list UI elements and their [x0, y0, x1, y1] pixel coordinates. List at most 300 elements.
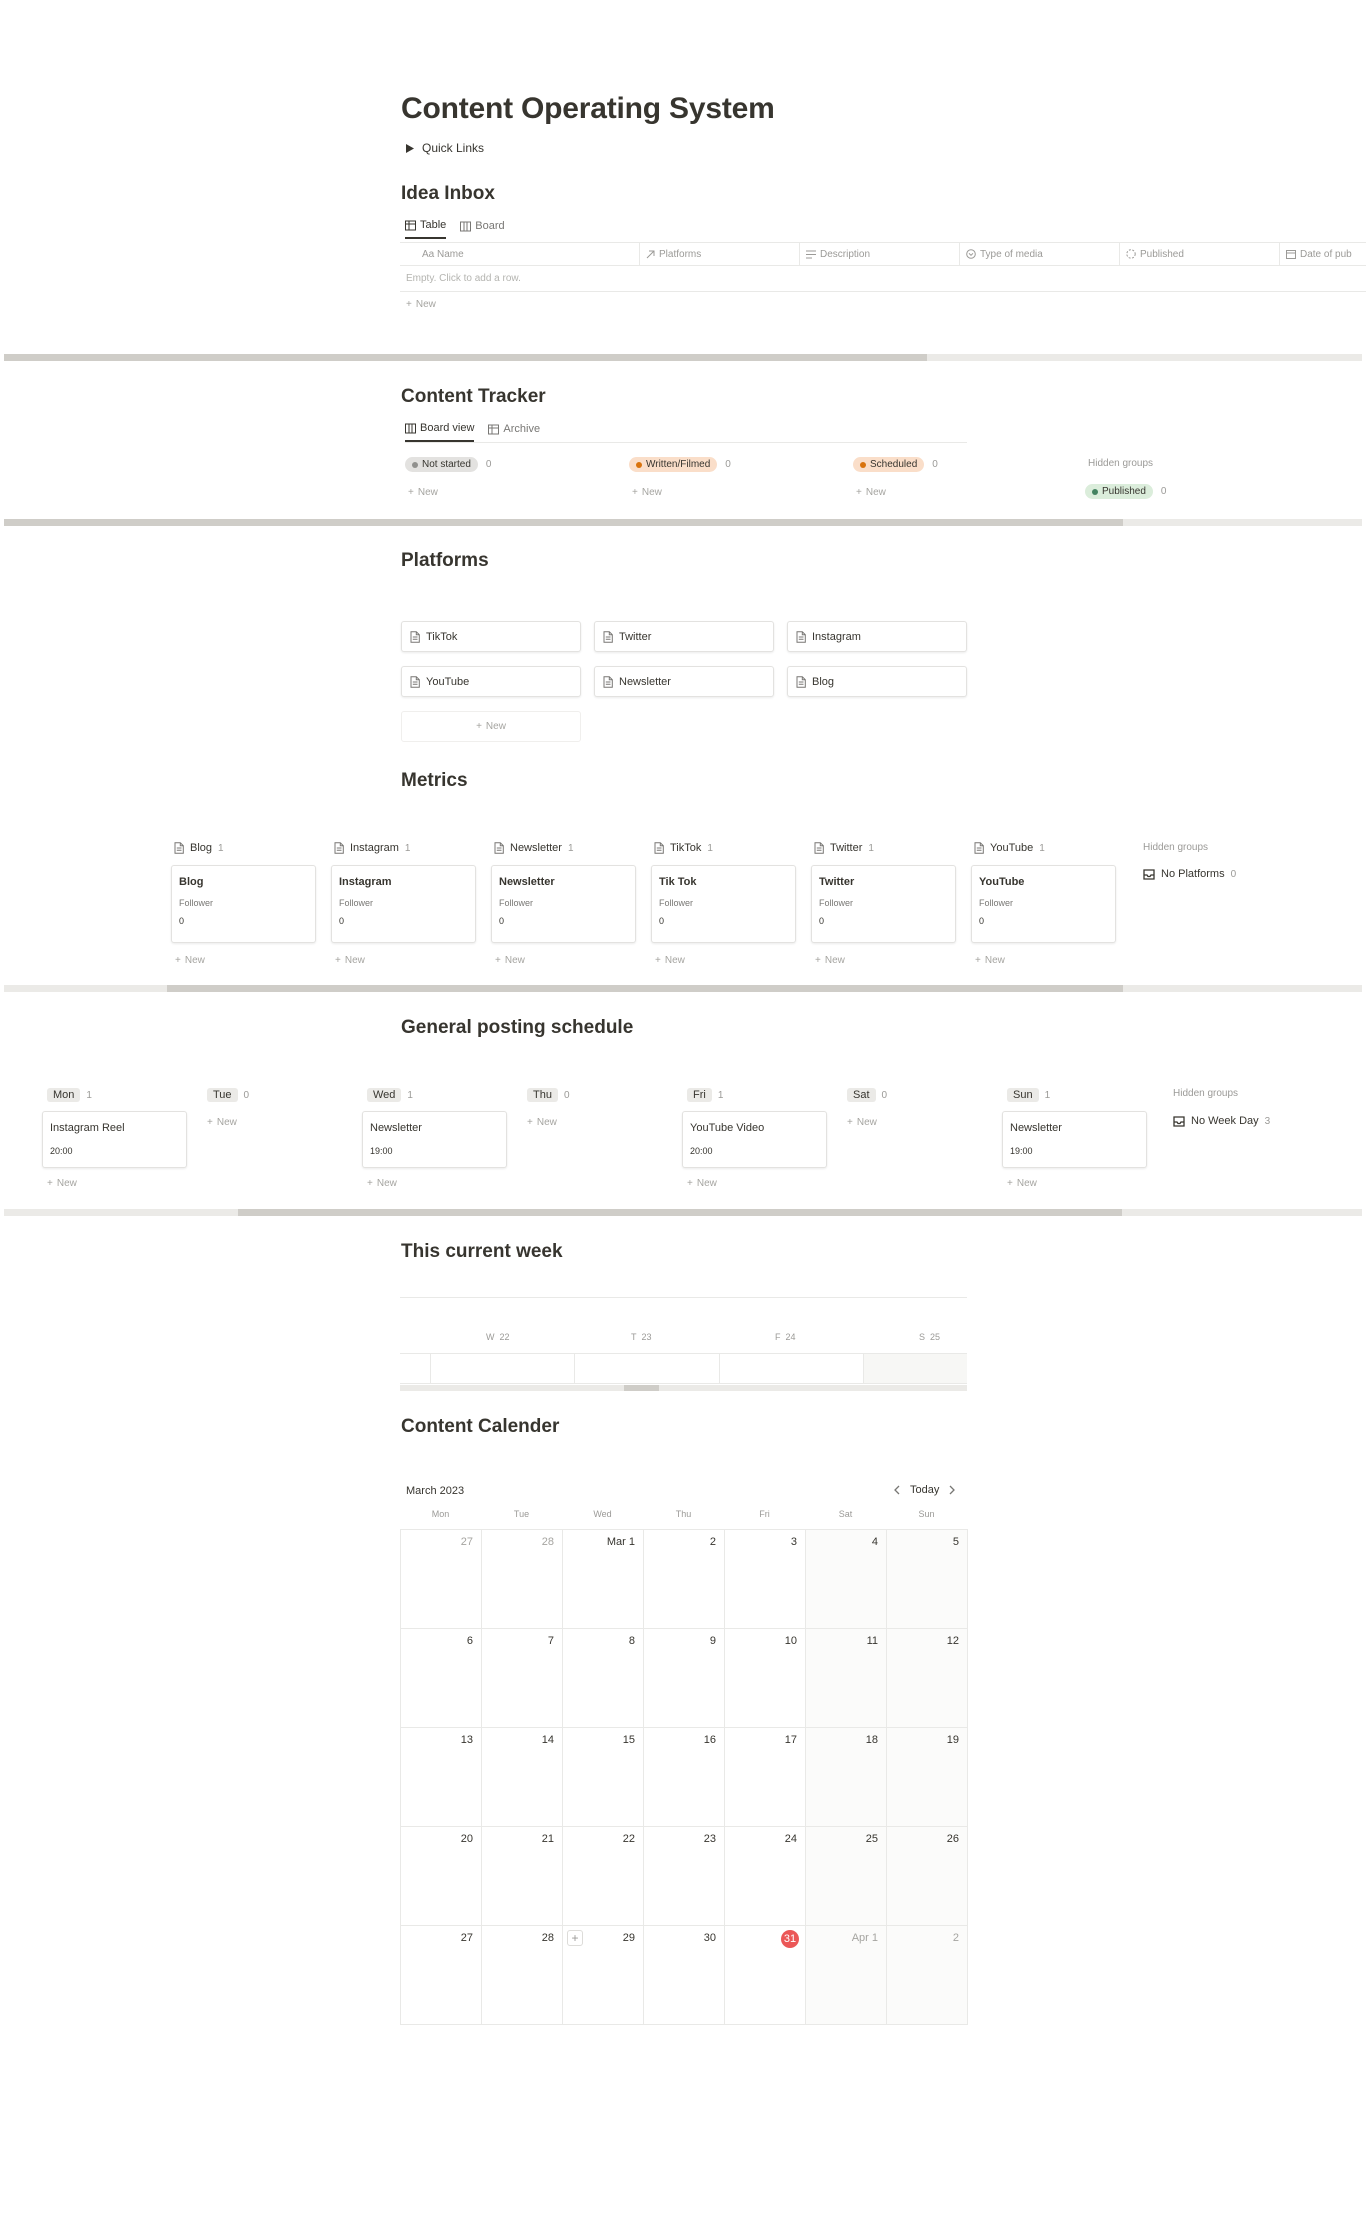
calendar-day-cell[interactable] [887, 1728, 968, 1827]
day-letter: T [631, 1332, 637, 1342]
card-time: 19:00 [370, 1146, 393, 1156]
platform-card-title: TikTok [426, 630, 458, 643]
group-label: Newsletter [510, 842, 562, 854]
platform-card[interactable] [787, 666, 967, 697]
group-count: 1 [407, 1089, 413, 1101]
day-number: 15 [622, 1734, 635, 1746]
plus-icon: + [687, 1178, 693, 1189]
timeline-column [720, 1354, 864, 1383]
metrics-group-header[interactable] [334, 842, 410, 854]
metrics-card[interactable] [491, 865, 636, 943]
day-number: 25 [930, 1332, 941, 1342]
calendar-day-cell[interactable] [563, 1530, 644, 1629]
status-pill [629, 457, 717, 472]
tracker-group-header[interactable] [405, 457, 491, 472]
today-date: 31 [781, 1930, 799, 1948]
schedule-day-header[interactable] [847, 1088, 887, 1102]
timeline-column [575, 1354, 720, 1383]
card-time: 20:00 [690, 1146, 713, 1156]
calendar-month: March 2023 [406, 1485, 465, 1497]
plus-icon: + [815, 955, 821, 966]
new-card-label: New [216, 1117, 237, 1128]
status-dot [1092, 489, 1098, 495]
calendar-weekday-header [400, 1509, 967, 1519]
weekday-label: Sun [918, 1509, 935, 1519]
status-pill-label: Not started [422, 459, 471, 470]
timeline-scrollbar[interactable] [400, 1385, 967, 1391]
column-name[interactable] [400, 243, 640, 265]
scrollbar-thumb[interactable] [238, 1209, 1122, 1216]
scrollbar-thumb[interactable] [624, 1385, 659, 1391]
table-icon [488, 423, 499, 435]
column-description-label: Description [820, 248, 871, 260]
group-count: 0 [243, 1089, 250, 1101]
timeline-column [400, 1354, 431, 1383]
day-number: 27 [460, 1932, 473, 1944]
card-title: YouTube Video [690, 1122, 765, 1134]
platform-card-title: YouTube [426, 675, 470, 688]
calendar-day-cell[interactable] [725, 1728, 806, 1827]
status-pill [405, 457, 478, 472]
calendar-day-cell[interactable] [644, 1728, 725, 1827]
day-number: 19 [946, 1734, 959, 1746]
day-number: 9 [709, 1635, 716, 1647]
calendar-day-cell[interactable] [401, 1728, 482, 1827]
status-pill [853, 457, 924, 472]
day-number: 24 [784, 1833, 797, 1845]
card-title: Newsletter [499, 876, 555, 888]
calendar-day-cell[interactable] [482, 1926, 563, 2025]
column-type-label: Type of media [980, 248, 1043, 260]
card-time: 20:00 [50, 1146, 73, 1156]
plus-icon: + [495, 955, 501, 966]
tab-board-view[interactable] [405, 422, 474, 442]
group-count: 1 [567, 842, 574, 854]
calendar-day-cell[interactable] [806, 1629, 887, 1728]
day-number: 22 [499, 1332, 510, 1342]
new-card-button[interactable] [687, 1178, 717, 1189]
new-card-button[interactable] [856, 487, 886, 498]
page-icon [174, 842, 184, 854]
group-label: Blog [190, 842, 213, 854]
status-pill-label: Scheduled [870, 459, 918, 470]
platform-card[interactable] [401, 621, 581, 652]
day-number: 29 [622, 1932, 635, 1944]
new-card-label: New [344, 955, 365, 966]
tracker-group-header[interactable] [853, 457, 938, 472]
calendar-day-cell[interactable] [887, 1629, 968, 1728]
new-card-button[interactable] [367, 1178, 397, 1189]
metrics-card[interactable] [811, 865, 956, 943]
platform-card-title: Twitter [619, 630, 652, 643]
hidden-group-no-week-day[interactable] [1173, 1115, 1270, 1127]
card-field-label: Follower [819, 898, 854, 908]
card-field-label: Follower [179, 898, 214, 908]
calendar-day-cell[interactable] [725, 1530, 806, 1629]
new-card-button[interactable] [335, 955, 365, 966]
group-count: 3 [1264, 1115, 1271, 1127]
schedule-day-header[interactable] [47, 1088, 92, 1102]
calendar-day-cell[interactable] [482, 1728, 563, 1827]
plus-icon: + [476, 721, 482, 732]
calendar-day-cell[interactable] [725, 1827, 806, 1926]
calendar-day-cell[interactable] [482, 1827, 563, 1926]
day-letter: S [919, 1332, 926, 1342]
new-card-label: New [376, 1178, 397, 1189]
day-tag: Sat [847, 1088, 876, 1102]
column-platforms[interactable] [640, 243, 800, 265]
scrollbar-thumb[interactable] [4, 354, 927, 361]
day-number: 11 [866, 1635, 878, 1647]
card-title: Twitter [819, 876, 855, 888]
new-platform-button[interactable] [401, 711, 581, 742]
column-description[interactable] [800, 243, 960, 265]
scrollbar-thumb[interactable] [4, 519, 1123, 526]
column-date-of-pub[interactable] [1280, 243, 1366, 265]
day-number: 2 [952, 1932, 959, 1944]
page-icon [603, 631, 613, 643]
group-label: YouTube [990, 842, 1034, 854]
calendar-day-cell[interactable] [806, 1926, 887, 2025]
week-timeline-row[interactable] [400, 1353, 967, 1384]
day-number: 13 [460, 1734, 473, 1746]
table-header [400, 242, 1366, 266]
calendar-day-cell[interactable] [644, 1827, 725, 1926]
day-tag: Wed [367, 1088, 401, 1102]
plus-icon: + [527, 1117, 533, 1128]
horizontal-scrollbar[interactable] [4, 1209, 1362, 1216]
new-card-button[interactable] [975, 955, 1005, 966]
quick-links-toggle[interactable] [406, 141, 484, 155]
metrics-card[interactable] [171, 865, 316, 943]
plus-icon: + [408, 487, 414, 498]
metrics-group-header[interactable] [654, 842, 713, 854]
day-tag: Fri [687, 1088, 712, 1102]
status-spinner-icon [1126, 249, 1136, 259]
empty-row[interactable]: Empty. Click to add a row. [400, 266, 1366, 292]
day-number: 25 [865, 1833, 878, 1845]
platforms-title[interactable]: Platforms [401, 550, 489, 571]
weekday-label: Sat [838, 1509, 853, 1519]
group-count: 0 [881, 1089, 888, 1101]
calendar-nav [893, 1484, 956, 1496]
weekday-label: Thu [675, 1509, 692, 1519]
group-label: Instagram [350, 842, 399, 854]
schedule-day-header[interactable] [367, 1088, 413, 1102]
plus-icon: + [406, 298, 412, 310]
new-card-label: New [56, 1178, 77, 1189]
card-title: Newsletter [370, 1122, 422, 1134]
card-field-value: 0 [179, 916, 185, 926]
new-card-label: New [856, 1117, 877, 1128]
page-icon [334, 842, 344, 854]
schedule-title[interactable]: General posting schedule [401, 1017, 634, 1038]
calendar-day-cell[interactable] [401, 1827, 482, 1926]
new-card-label: New [984, 955, 1005, 966]
status-dot [636, 462, 642, 468]
calendar-day-cell[interactable] [563, 1728, 644, 1827]
tab-table-label: Table [420, 219, 447, 231]
hidden-group-label: No Platforms [1161, 868, 1225, 880]
platform-card[interactable] [401, 666, 581, 697]
column-name-label: Aa Name [422, 248, 464, 260]
select-circle-icon [966, 249, 976, 259]
status-dot [412, 462, 418, 468]
day-letter: W [486, 1332, 495, 1342]
column-published-label: Published [1140, 248, 1184, 260]
day-number: 16 [703, 1734, 716, 1746]
calendar-day-cell[interactable] [644, 1926, 725, 2025]
tab-board-label: Board [475, 220, 505, 232]
calendar-day-cell[interactable] [887, 1926, 968, 2025]
column-platforms-label: Platforms [659, 248, 702, 260]
relation-arrow-icon [646, 250, 655, 259]
new-card-label: New [664, 955, 685, 966]
new-card-label: New [1016, 1178, 1037, 1189]
day-number: 27 [460, 1536, 473, 1548]
horizontal-scrollbar[interactable] [4, 519, 1362, 526]
calendar-day-cell[interactable] [644, 1530, 725, 1629]
new-card-button[interactable] [527, 1117, 557, 1128]
plus-icon: + [207, 1117, 213, 1128]
card-title: Instagram [339, 876, 392, 888]
card-title: Tik Tok [659, 876, 697, 888]
column-type-of-media[interactable] [960, 243, 1120, 265]
inbox-icon [1143, 869, 1155, 880]
new-card-label: New [417, 487, 438, 498]
schedule-card[interactable] [42, 1111, 187, 1168]
status-pill-published [1085, 484, 1153, 499]
day-letter: F [775, 1332, 781, 1342]
group-count: 0 [932, 459, 938, 470]
schedule-day-header[interactable] [687, 1088, 723, 1102]
card-field-value: 0 [339, 916, 345, 926]
today-button[interactable]: Today [910, 1484, 940, 1496]
metrics-title[interactable]: Metrics [401, 770, 468, 791]
day-number: 12 [946, 1635, 959, 1647]
plus-icon: + [1007, 1178, 1013, 1189]
card-field-label: Follower [979, 898, 1014, 908]
group-count: 1 [868, 842, 874, 854]
calendar-day-cell[interactable] [482, 1530, 563, 1629]
day-number: 2 [709, 1536, 716, 1548]
metrics-group-header[interactable] [494, 842, 574, 854]
page-icon [410, 676, 420, 688]
scrollbar-thumb[interactable] [167, 985, 1123, 992]
plus-icon: + [856, 487, 862, 498]
hidden-group-published[interactable] [1085, 484, 1166, 499]
card-field-value: 0 [979, 916, 985, 926]
metrics-group-header[interactable] [814, 842, 874, 854]
new-card-button[interactable] [1007, 1178, 1037, 1189]
week-title[interactable]: This current week [401, 1241, 563, 1262]
add-event-plus-icon[interactable]: + [567, 1930, 583, 1946]
calendar-day-cell[interactable] [725, 1629, 806, 1728]
calendar-day-cell[interactable] [806, 1827, 887, 1926]
metrics-group-header[interactable] [174, 842, 224, 854]
day-number: 7 [547, 1635, 554, 1647]
platform-card[interactable] [594, 621, 774, 652]
group-count: 1 [1039, 842, 1045, 854]
column-published[interactable] [1120, 243, 1280, 265]
day-number: 22 [622, 1833, 635, 1845]
idea-inbox-tabs [405, 219, 505, 239]
group-label: TikTok [670, 842, 702, 854]
schedule-card[interactable] [362, 1111, 507, 1168]
status-pill-label: Written/Filmed [646, 459, 711, 470]
content-tracker-title[interactable]: Content Tracker [401, 386, 546, 407]
metrics-card[interactable] [651, 865, 796, 943]
card-field-label: Follower [659, 898, 694, 908]
schedule-card[interactable] [682, 1111, 827, 1168]
plus-icon: + [335, 955, 341, 966]
card-title: YouTube [979, 876, 1025, 888]
card-field-label: Follower [499, 898, 534, 908]
hidden-group-label: No Week Day [1191, 1115, 1259, 1127]
page-icon [410, 631, 420, 643]
day-number: 17 [784, 1734, 797, 1746]
timeline-day-header [486, 1332, 510, 1342]
calendar-day-cell[interactable] [401, 1926, 482, 2025]
idea-inbox-title[interactable]: Idea Inbox [401, 183, 495, 204]
metrics-card[interactable] [971, 865, 1116, 943]
platform-card-title: Newsletter [619, 675, 671, 688]
calendar-title[interactable]: Content Calender [401, 1416, 560, 1437]
page-icon [974, 842, 984, 854]
day-number: 10 [784, 1635, 797, 1647]
day-tag: Tue [207, 1088, 238, 1102]
new-card-label: New [696, 1178, 717, 1189]
group-count: 0 [485, 459, 492, 470]
card-title: Newsletter [1010, 1122, 1062, 1134]
platform-card[interactable] [787, 621, 967, 652]
calendar-day-cell[interactable] [644, 1629, 725, 1728]
new-card-button[interactable] [47, 1178, 77, 1189]
board-icon [405, 422, 416, 434]
calendar-day-cell[interactable] [806, 1530, 887, 1629]
schedule-day-header[interactable] [207, 1088, 249, 1102]
calendar-day-cell[interactable] [806, 1728, 887, 1827]
new-card-button[interactable] [175, 955, 205, 966]
day-number: 6 [466, 1635, 473, 1647]
card-time: 19:00 [1010, 1146, 1033, 1156]
day-number: 23 [703, 1833, 716, 1845]
inbox-icon [1173, 1116, 1185, 1127]
group-count: 0 [725, 459, 731, 470]
group-count: 1 [717, 1089, 724, 1101]
group-count: 1 [218, 842, 224, 854]
calendar-day-cell[interactable] [482, 1629, 563, 1728]
horizontal-scrollbar[interactable] [4, 354, 1362, 361]
calendar-day-cell[interactable] [887, 1530, 968, 1629]
weekday-label: Tue [513, 1509, 530, 1519]
new-card-button[interactable] [495, 955, 525, 966]
schedule-day-header[interactable] [1007, 1088, 1050, 1102]
calendar-day-cell[interactable] [401, 1530, 482, 1629]
new-card-button[interactable] [655, 955, 685, 966]
new-card-button[interactable] [847, 1117, 877, 1128]
calendar-icon [1286, 249, 1296, 259]
day-tag: Thu [527, 1088, 558, 1102]
day-tag: Mon [47, 1088, 80, 1102]
horizontal-scrollbar[interactable] [4, 985, 1362, 992]
calendar-day-cell[interactable] [401, 1629, 482, 1728]
hidden-groups-label: Hidden groups [1088, 458, 1154, 469]
schedule-day-header[interactable] [527, 1088, 570, 1102]
group-count: 1 [1044, 1089, 1051, 1101]
tab-archive[interactable] [488, 423, 540, 441]
group-count: 1 [86, 1089, 92, 1101]
timeline-column [864, 1354, 967, 1383]
new-card-label: New [536, 1117, 557, 1128]
chevron-left-icon[interactable] [893, 1485, 900, 1495]
platform-card[interactable] [594, 666, 774, 697]
new-card-button[interactable] [815, 955, 845, 966]
card-field-value: 0 [659, 916, 665, 926]
metrics-group-header[interactable] [974, 842, 1045, 854]
new-card-label: New [865, 487, 886, 498]
group-count: 0 [1160, 486, 1167, 497]
table-icon [405, 219, 416, 231]
triangle-right-icon [406, 144, 414, 153]
tracker-group-header[interactable] [629, 457, 731, 472]
calendar-grid [400, 1529, 968, 2025]
day-number: 8 [628, 1635, 635, 1647]
new-card-label: New [824, 955, 845, 966]
weekday-label: Mon [431, 1509, 450, 1519]
column-date-label: Date of pub [1300, 248, 1352, 260]
tab-table[interactable] [405, 219, 446, 239]
tab-board[interactable] [460, 220, 504, 238]
new-card-button[interactable] [408, 487, 438, 498]
metrics-card[interactable] [331, 865, 476, 943]
hidden-group-no-platforms[interactable] [1143, 868, 1236, 880]
day-number: 3 [790, 1536, 797, 1548]
page-icon [603, 676, 613, 688]
calendar-day-cell[interactable] [725, 1926, 806, 2025]
new-card-button[interactable] [632, 487, 662, 498]
timeline-day-header [631, 1332, 652, 1342]
hidden-groups-label: Hidden groups [1143, 842, 1209, 853]
calendar-day-cell[interactable] [887, 1827, 968, 1926]
calendar-day-cell[interactable] [563, 1629, 644, 1728]
new-row-button[interactable] [400, 292, 1366, 316]
hidden-groups-label: Hidden groups [1173, 1088, 1239, 1099]
day-number: 24 [785, 1332, 796, 1342]
new-platform-label: New [485, 721, 506, 732]
status-dot [860, 462, 866, 468]
platform-card-title: Instagram [812, 630, 861, 643]
card-field-value: 0 [499, 916, 505, 926]
text-lines-icon [806, 250, 816, 259]
page-icon [814, 842, 824, 854]
group-count: 1 [707, 842, 713, 854]
card-field-label: Follower [339, 898, 374, 908]
group-count: 0 [563, 1089, 570, 1101]
new-card-button[interactable] [207, 1117, 237, 1128]
plus-icon: + [847, 1117, 853, 1128]
calendar-day-cell[interactable] [563, 1926, 644, 2025]
calendar-day-cell[interactable] [563, 1827, 644, 1926]
content-tracker-tabs [405, 422, 967, 443]
new-card-label: New [504, 955, 525, 966]
chevron-right-icon[interactable] [949, 1485, 956, 1495]
tab-archive-label: Archive [503, 423, 541, 435]
schedule-card[interactable] [1002, 1111, 1147, 1168]
plus-icon: + [175, 955, 181, 966]
plus-icon: + [632, 487, 638, 498]
new-card-label: New [184, 955, 205, 966]
